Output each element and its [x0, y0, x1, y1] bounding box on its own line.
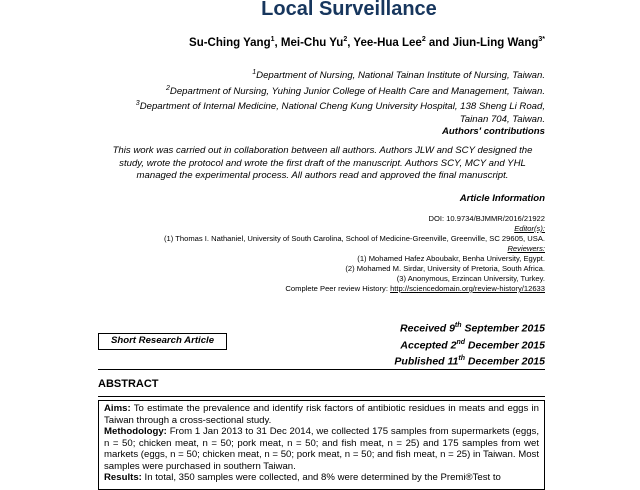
author-separator: and: [425, 36, 453, 49]
divider-abstract: [98, 396, 545, 397]
affiliation-list: [0, 67, 545, 127]
author-separator: ,: [347, 36, 354, 49]
affiliation-line: Tainan 704, Taiwan.: [459, 114, 545, 126]
author-name: Su-Ching Yang: [189, 36, 271, 49]
author-affiliation-mark: 3*: [538, 36, 545, 43]
peer-review-label: Complete Peer review History:: [285, 284, 391, 293]
author-name: Mei-Chu Yu: [280, 36, 344, 49]
author-affiliation-mark: 1: [270, 36, 275, 43]
abstract-box: [98, 400, 545, 490]
editors-label: Editor(s):: [514, 224, 545, 233]
published-date: Published 11th December 2015: [394, 355, 545, 368]
article-type-badge: Short Research Article: [98, 333, 227, 350]
reviewer-entry: (1) Mohamed Hafez Aboubakr, Benha University, Egypt.: [357, 254, 545, 263]
accepted-date: Accepted 2nd December 2015: [400, 338, 545, 351]
abstract-aims: Aims: To estimate the prevalence and identify risk factors of antibiotic residues in meats and eggs in Taiwan through a cross-sectional study.: [104, 403, 539, 426]
abstract-methodology: Methodology: From 1 Jan 2013 to 31 Dec 2014, we collected 175 samples from supermarkets (eggs, n = 50; chicken meat, n = 50; pork meat, n = 50; and fish meat, n = 25) and 175 samples from wet markets (eggs, n = 50; chicken meat, n = 50; pork meat, n = 50; and fish meat, n = 25) in Taiwan. Most samples were purchased in southern Taiwan.: [104, 426, 539, 472]
doi: DOI: 10.9734/BJMMR/2016/21922: [428, 214, 545, 223]
peer-review-history: [0, 284, 545, 294]
author-affiliation-mark: 2: [343, 36, 348, 43]
contributions-heading: Authors' contributions: [441, 126, 545, 137]
affiliation-line: $^1$Department of Nursing, National Tainan Institute of Nursing, Taiwan.: [252, 69, 545, 82]
editor-entry: (1) Thomas I. Nathaniel, University of South Carolina, School of Medicine-Greenville, Greenville, SC 29605, USA.: [164, 234, 545, 243]
author-separator: ,: [274, 36, 281, 49]
author-list: [0, 36, 545, 49]
paper-title: Local Surveillance: [261, 0, 437, 20]
reviewer-entry: (3) Anonymous, Erzincan University, Turkey.: [396, 274, 545, 283]
divider-top: [98, 369, 545, 370]
article-info-heading: Article Information: [459, 193, 545, 204]
peer-review-link[interactable]: http://sciencedomain.org/review-history/12633: [390, 284, 545, 293]
author-affiliation-mark: 2: [421, 36, 426, 43]
abstract-results: Results: In total, 350 samples were collected, and 8% were determined by the Premi®Test to: [104, 472, 501, 483]
contributions-text: This work was carried out in collaboration between all authors. Authors JLW and SCY designed the study, wrote the protocol and wrote the first draft of the manuscript. Authors SCY, MCY and YHL managed the experimental process. All authors read and approved the final manuscript.: [112, 145, 533, 181]
reviewer-entry: (2) Mohamed M. Sirdar, University of Pretoria, South Africa.: [345, 264, 545, 273]
affiliation-line: $^3$Department of Internal Medicine, National Cheng Kung University Hospital, 138 Sheng Li Road,: [135, 100, 545, 113]
author-name: Jiun-Ling Wang: [452, 36, 539, 49]
author-name: Yee-Hua Lee: [353, 36, 422, 49]
article-info-block: [0, 214, 545, 294]
affiliation-line: $^2$Department of Nursing, Yuhing Junior College of Health Care and Management, Taiwan.: [166, 84, 545, 97]
publication-dates: [0, 319, 545, 369]
abstract-heading: ABSTRACT: [98, 378, 159, 390]
reviewers-label: Reviewers:: [507, 244, 545, 253]
received-date: Received 9th September 2015: [400, 322, 545, 335]
